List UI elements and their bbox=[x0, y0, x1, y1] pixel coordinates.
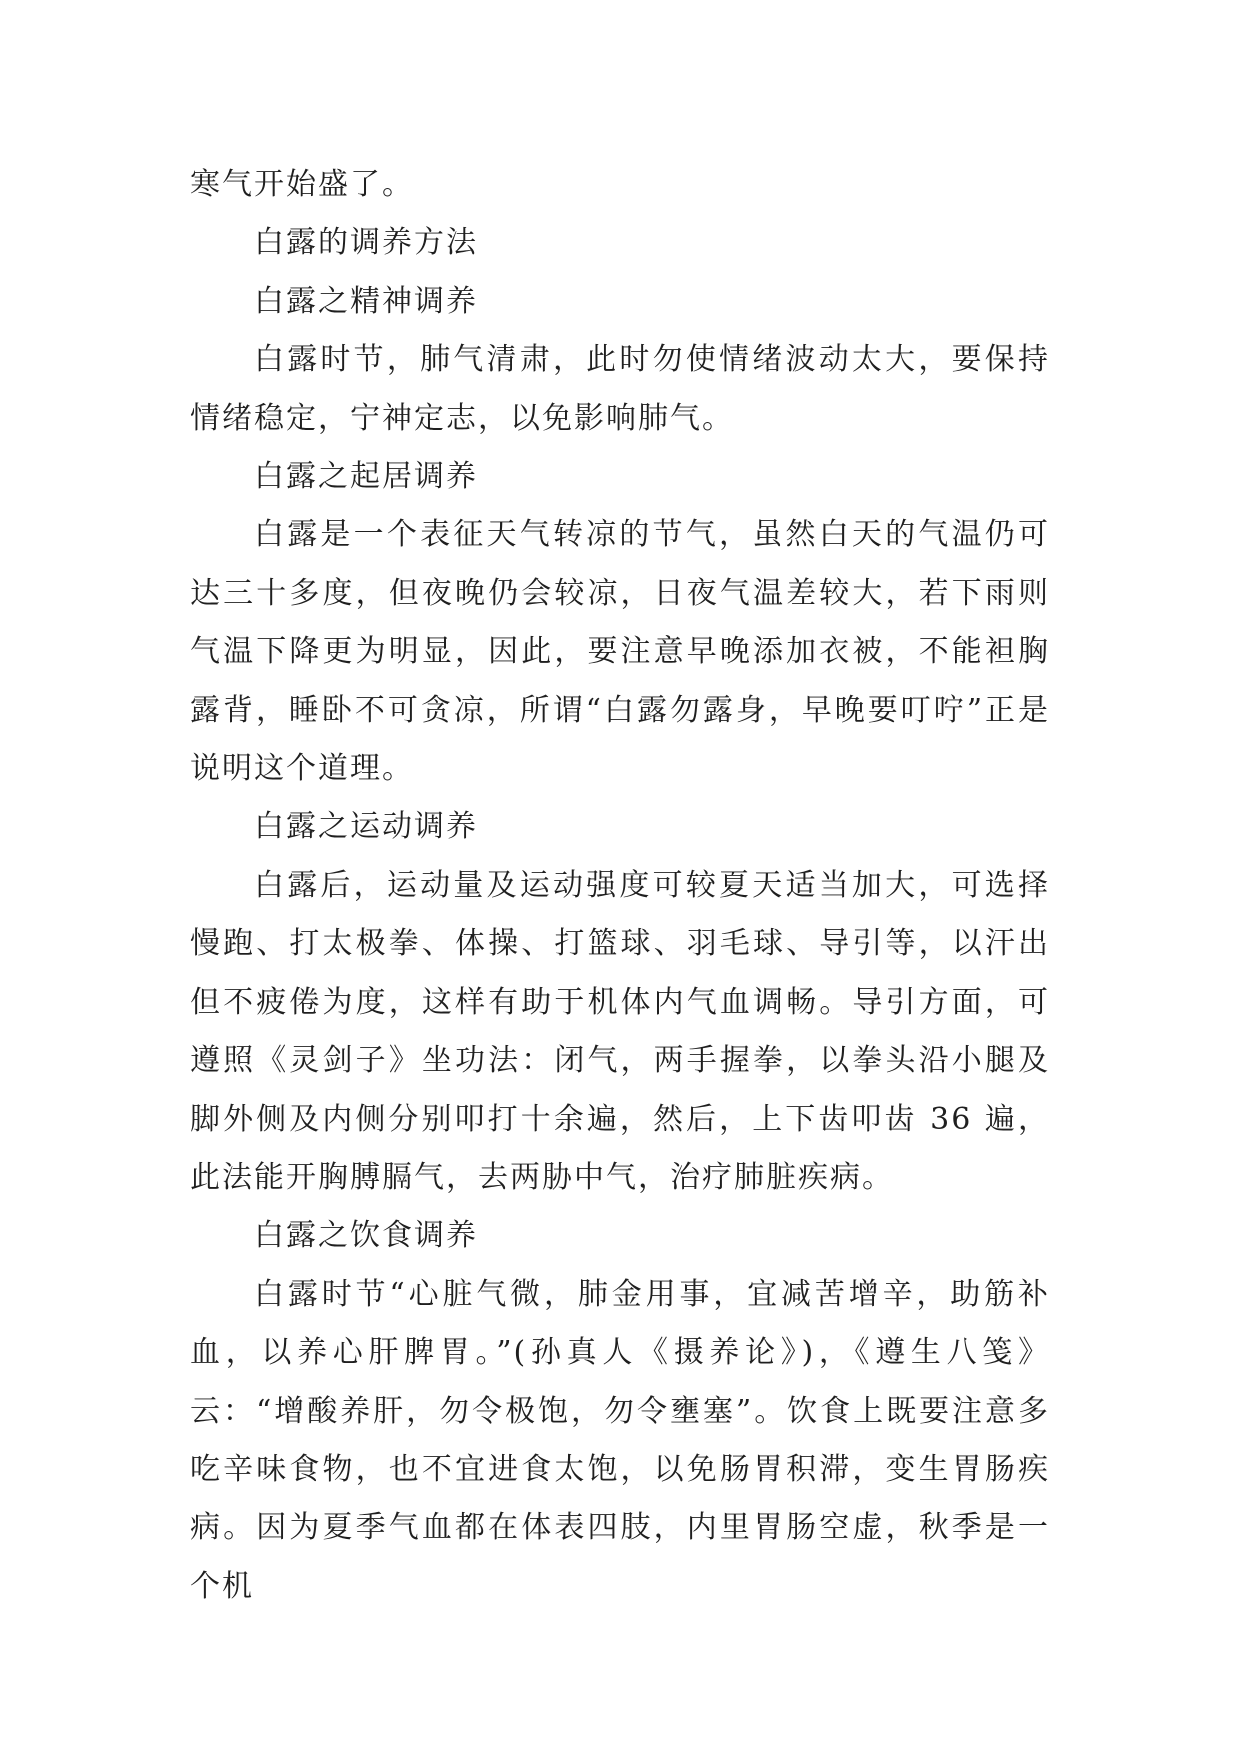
subheading-daily-life: 白露之起居调养 bbox=[254, 459, 478, 495]
document-body bbox=[190, 156, 1050, 1616]
subheading-diet: 白露之饮食调养 bbox=[254, 1218, 478, 1254]
subheading-exercise: 白露之运动调养 bbox=[254, 809, 478, 845]
paragraph-diet: 白露时节“心脏气微，肺金用事，宜减苦增辛，助筋补血，以养心肝脾胃。”(孙真人《摄养论》)，《遵生八笺》云：“增酸养肝，勿令极饱，勿令壅塞”。饮食上既要注意多吃辛味食物，也不宜进食太饱，以免肠胃积滞，变生胃肠疾病。因为夏季气血都在体表四肢，内里胃肠空虚，秋季是一个机 bbox=[190, 1276, 1050, 1604]
subheading-spirit: 白露之精神调养 bbox=[254, 283, 478, 319]
paragraph-daily-life: 白露是一个表征天气转凉的节气，虽然白天的气温仍可达三十多度，但夜晚仍会较凉，日夜气温差较大，若下雨则气温下降更为明显，因此，要注意早晚添加衣被，不能袒胸露背，睡卧不可贪凉，所谓“白露勿露身，早晚要叮咛”正是说明这个道理。 bbox=[190, 517, 1050, 787]
paragraph-continuation: 寒气开始盛了。 bbox=[190, 167, 414, 202]
section-heading-bailu-regimen: 白露的调养方法 bbox=[254, 225, 478, 261]
paragraph-exercise: 白露后，运动量及运动强度可较夏天适当加大，可选择慢跑、打太极拳、体操、打篮球、羽毛球、导引等，以汗出但不疲倦为度，这样有助于机体内气血调畅。导引方面，可遵照《灵剑子》坐功法：闭气，两手握拳，以拳头沿小腿及脚外侧及内侧分别叩打十余遍，然后，上下齿叩齿 36 遍，此法能开胸膊膈气，去两胁中气，治疗肺脏疾病。 bbox=[190, 867, 1050, 1195]
paragraph-spirit: 白露时节，肺气清肃，此时勿使情绪波动太大，要保持情绪稳定，宁神定志，以免影响肺气。 bbox=[190, 342, 1050, 436]
